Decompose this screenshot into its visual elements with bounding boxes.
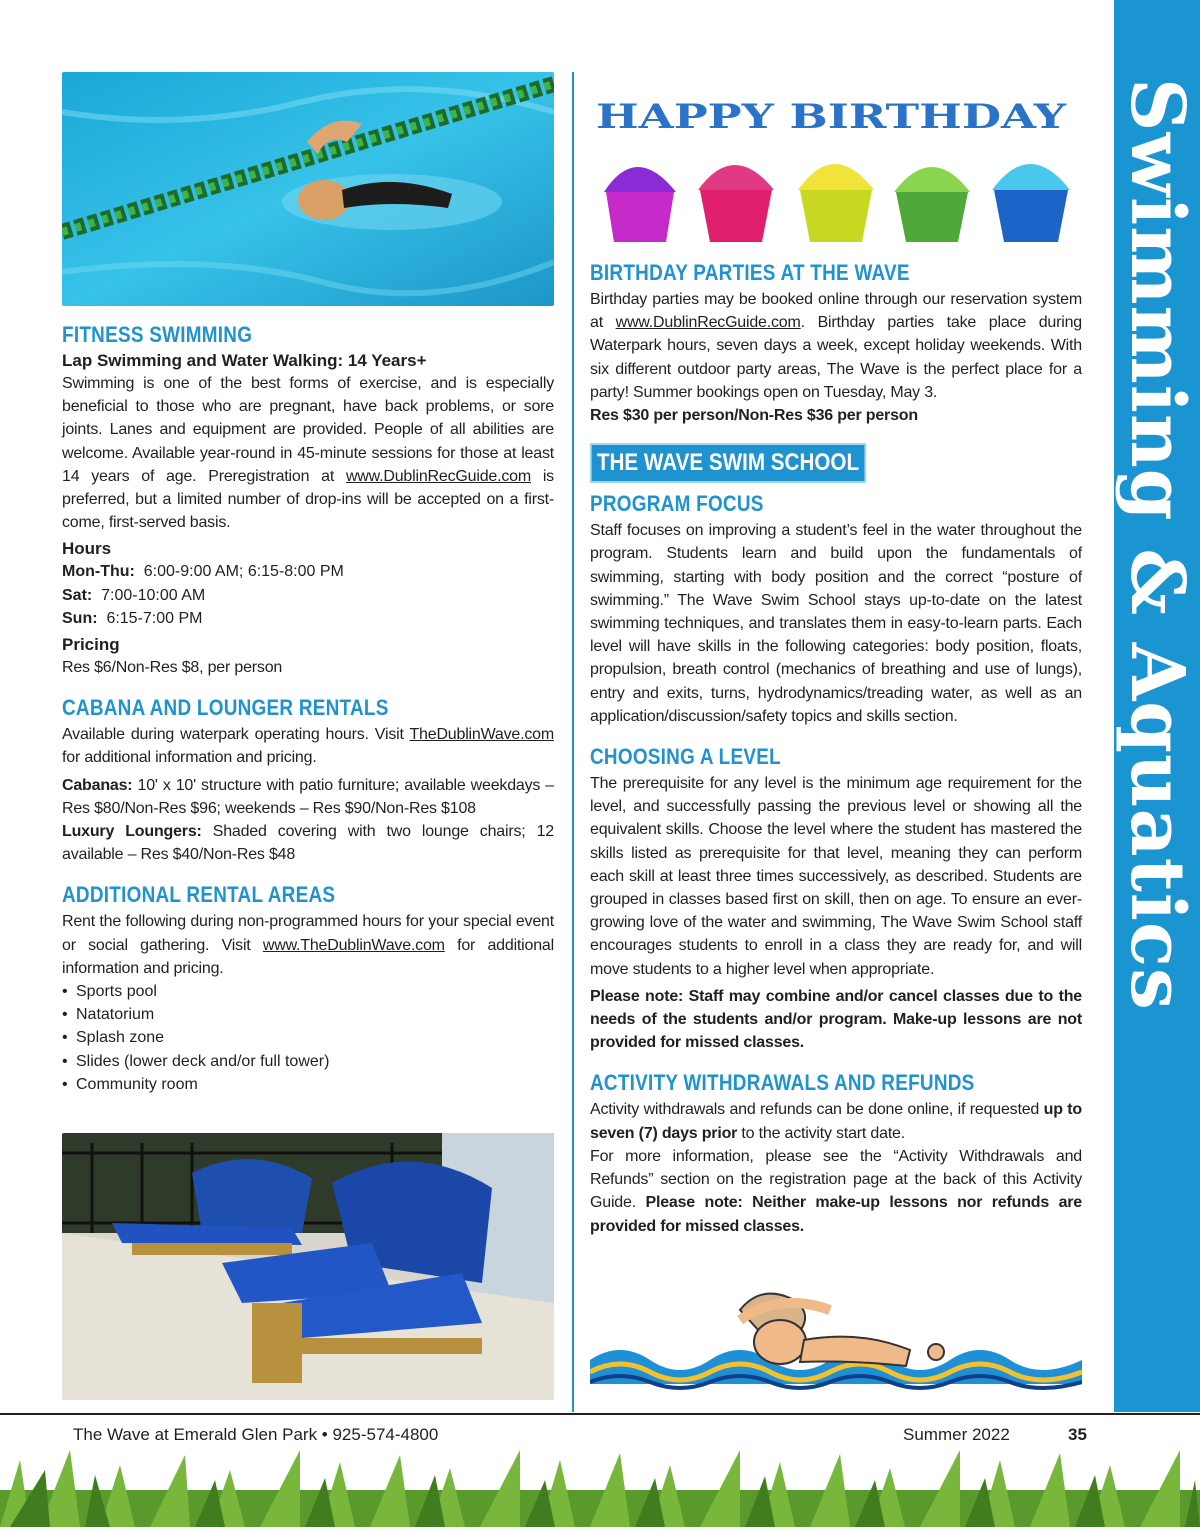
hours-label: Sat: <box>62 586 93 604</box>
loungers-label: Luxury Loungers: <box>62 823 202 841</box>
fitness-subheading: Lap Swimming and Water Walking: 14 Years+ <box>62 351 427 370</box>
withdrawals-heading: ACTIVITY WITHDRAWALS AND REFUNDS <box>590 1070 975 1096</box>
footer-venue: The Wave at Emerald Glen Park • 925-574-4800 <box>73 1425 439 1444</box>
column-divider <box>572 72 574 1412</box>
hours-value: 7:00-10:00 AM <box>101 586 206 604</box>
sidebar-title: Swimming & Aquatics <box>1114 78 1200 1011</box>
withdrawals-note: Please note: Neither make-up lessons nor refunds are provided for missed classes. <box>590 1194 1083 1235</box>
happy-birthday-letters: HAPPY BIRTHDAY <box>596 97 1067 137</box>
list-item: • Community room <box>62 1073 554 1096</box>
hours-value: 6:15-7:00 PM <box>106 609 203 627</box>
cabana-intro-text: Available during waterpark operating hours. Visit <box>62 726 410 744</box>
footer-season: Summer 2022 <box>903 1425 1010 1444</box>
swimmer-photo <box>62 72 554 306</box>
birthday-body-text: Birthday parties may be booked online through our reservation system at <box>590 291 1082 332</box>
birthday-heading: BIRTHDAY PARTIES AT THE WAVE <box>590 260 910 285</box>
hours-row <box>62 560 554 583</box>
withdrawals-more <box>590 1145 1082 1238</box>
the-dublin-wave-link[interactable]: TheDublinWave.com <box>409 726 554 744</box>
dublin-rec-guide-link[interactable]: www.DublinRecGuide.com <box>345 467 531 485</box>
additional-heading: ADDITIONAL RENTAL AREAS <box>62 882 336 908</box>
additional-intro <box>62 910 554 980</box>
lounger-illustration <box>62 1133 554 1400</box>
additional-intro-text-end: for additional information and pricing. <box>62 936 554 977</box>
cabanas-label: Cabanas: <box>62 776 133 794</box>
dublin-rec-guide-link-birthday[interactable]: www.DublinRecGuide.com <box>615 314 801 332</box>
list-item: • Sports pool <box>62 980 554 1003</box>
birthday-body-text-end: . Birthday parties take place during Waterpark hours, seven days a week, except holiday weekends. With six different outdoor party areas, The Wave is the perfect place for a party! Summer bookings open on Tuesday, May 3. <box>590 314 1082 401</box>
footer-rule <box>0 1413 1200 1415</box>
withdrawals-body <box>590 1098 1082 1144</box>
withdrawals-more-text: For more information, please see the “Activity Withdrawals and Refunds” section on the registration page at the back of this Activity Guide. <box>590 1147 1082 1212</box>
swimmer-illustration <box>62 72 554 306</box>
loungers-text: Shaded covering with two lounge chairs; 12 available – Res $40/Non-Res $48 <box>62 823 554 864</box>
withdrawals-bold: up to seven (7) days prior <box>590 1101 1082 1142</box>
hours-title: Hours <box>62 539 112 559</box>
left-column <box>62 72 554 1096</box>
pricing-title: Pricing <box>62 635 120 655</box>
the-dublin-wave-www-link[interactable]: www.TheDublinWave.com <box>262 936 445 954</box>
hours-row <box>62 607 554 630</box>
fitness-body <box>62 372 554 534</box>
cabana-intro-text-end: for additional information and pricing. <box>62 749 317 767</box>
loungers-detail <box>62 820 554 866</box>
cabanas-text: 10' x 10' structure with patio furniture; available weekdays – Res $80/Non-Res $96; weekends – Res $90/Non-Res $108 <box>62 776 554 817</box>
list-item: • Splash zone <box>62 1026 554 1049</box>
cabana-intro <box>62 723 554 769</box>
hours-list <box>62 560 554 630</box>
cabanas-detail <box>62 774 554 820</box>
birthday-photo <box>590 72 1082 256</box>
additional-intro-text: Rent the following during non-programmed hours for your special event or social gathering. Visit <box>62 913 554 954</box>
page-number: 35 <box>1068 1425 1087 1444</box>
withdrawals-text: Activity withdrawals and refunds can be done online, if requested <box>590 1101 1044 1119</box>
swimmer-cartoon <box>590 1280 1082 1400</box>
cartoon-swimmer-icon <box>590 1280 1082 1400</box>
withdrawals-text-end: to the activity start date. <box>737 1124 906 1142</box>
pricing-text: Res $6/Non-Res $8, per person <box>62 659 283 677</box>
birthday-price: Res $30 per person/Non-Res $36 per person <box>590 407 918 425</box>
lounger-photo <box>62 1133 554 1400</box>
fitness-heading: FITNESS SWIMMING <box>62 322 253 347</box>
choosing-level-body: The prerequisite for any level is the minimum age requirement for the level, and successfully passing the previous level or showing all the equivalent skills. Choose the level where the student has mastered the skills listed as prerequisite for that level, meaning they can perform each skill at least three times successively, as described. Students are grouped in classes based first on skill, then on age. To ensure an ever-growing love of the water and swimming, The Wave Swim School staff encourages students to enroll in a class they are ready for, and will move students to a higher level when appropriate. <box>590 775 1082 978</box>
hours-label: Mon-Thu: <box>62 563 135 581</box>
fitness-body-text-end: is preferred, but a limited number of drop-ins will be accepted on a first-come, first-served basis. <box>62 467 554 532</box>
fitness-body-text: Swimming is one of the best forms of exercise, and is especially beneficial to those who are pregnant, have back problems, or sore joints. Lanes and equipment are provided. People of all abilities are welcome. Available year-round in 45-minute sessions for those at least 14 years of age. Preregistration at <box>62 375 554 485</box>
choosing-level-heading: CHOOSING A LEVEL <box>590 744 781 770</box>
list-item: • Natatorium <box>62 1003 554 1026</box>
swim-school-banner: THE WAVE SWIM SCHOOL <box>590 443 866 483</box>
program-focus-heading: PROGRAM FOCUS <box>590 491 764 517</box>
hours-label: Sun: <box>62 609 98 627</box>
right-column <box>590 72 1082 1238</box>
list-item: • Slides (lower deck and/or full tower) <box>62 1050 554 1073</box>
grass-icon <box>0 1450 1200 1527</box>
program-focus-body: Staff focuses on improving a student’s feel in the water throughout the program. Students learn and build upon the fundamentals of swimming, starting with body position and the correct “posture of swimming.” The Wave Swim School stays up-to-date on the latest swimming techniques, and translates them in easy-to-learn parts. Each level will have skills in the following categories: body position, floats, propulsion, breath control (mechanics of breathing and use of lungs), entry and exits, turns, hydrodynamics/treading water, as well as an application/discussion/safety topics and skills section. <box>590 522 1082 725</box>
rental-areas-list <box>62 980 554 1096</box>
birthday-body <box>590 288 1082 404</box>
hours-row <box>62 584 554 607</box>
hours-value: 6:00-9:00 AM; 6:15-8:00 PM <box>143 563 344 581</box>
cupcakes-illustration <box>590 72 1082 256</box>
grass-strip <box>0 1450 1200 1527</box>
cabana-heading: CABANA AND LOUNGER RENTALS <box>62 695 389 721</box>
choosing-level-note: Please note: Staff may combine and/or cancel classes due to the needs of the students and/or program. Make-up lessons are not provided for missed classes. <box>590 987 1082 1052</box>
